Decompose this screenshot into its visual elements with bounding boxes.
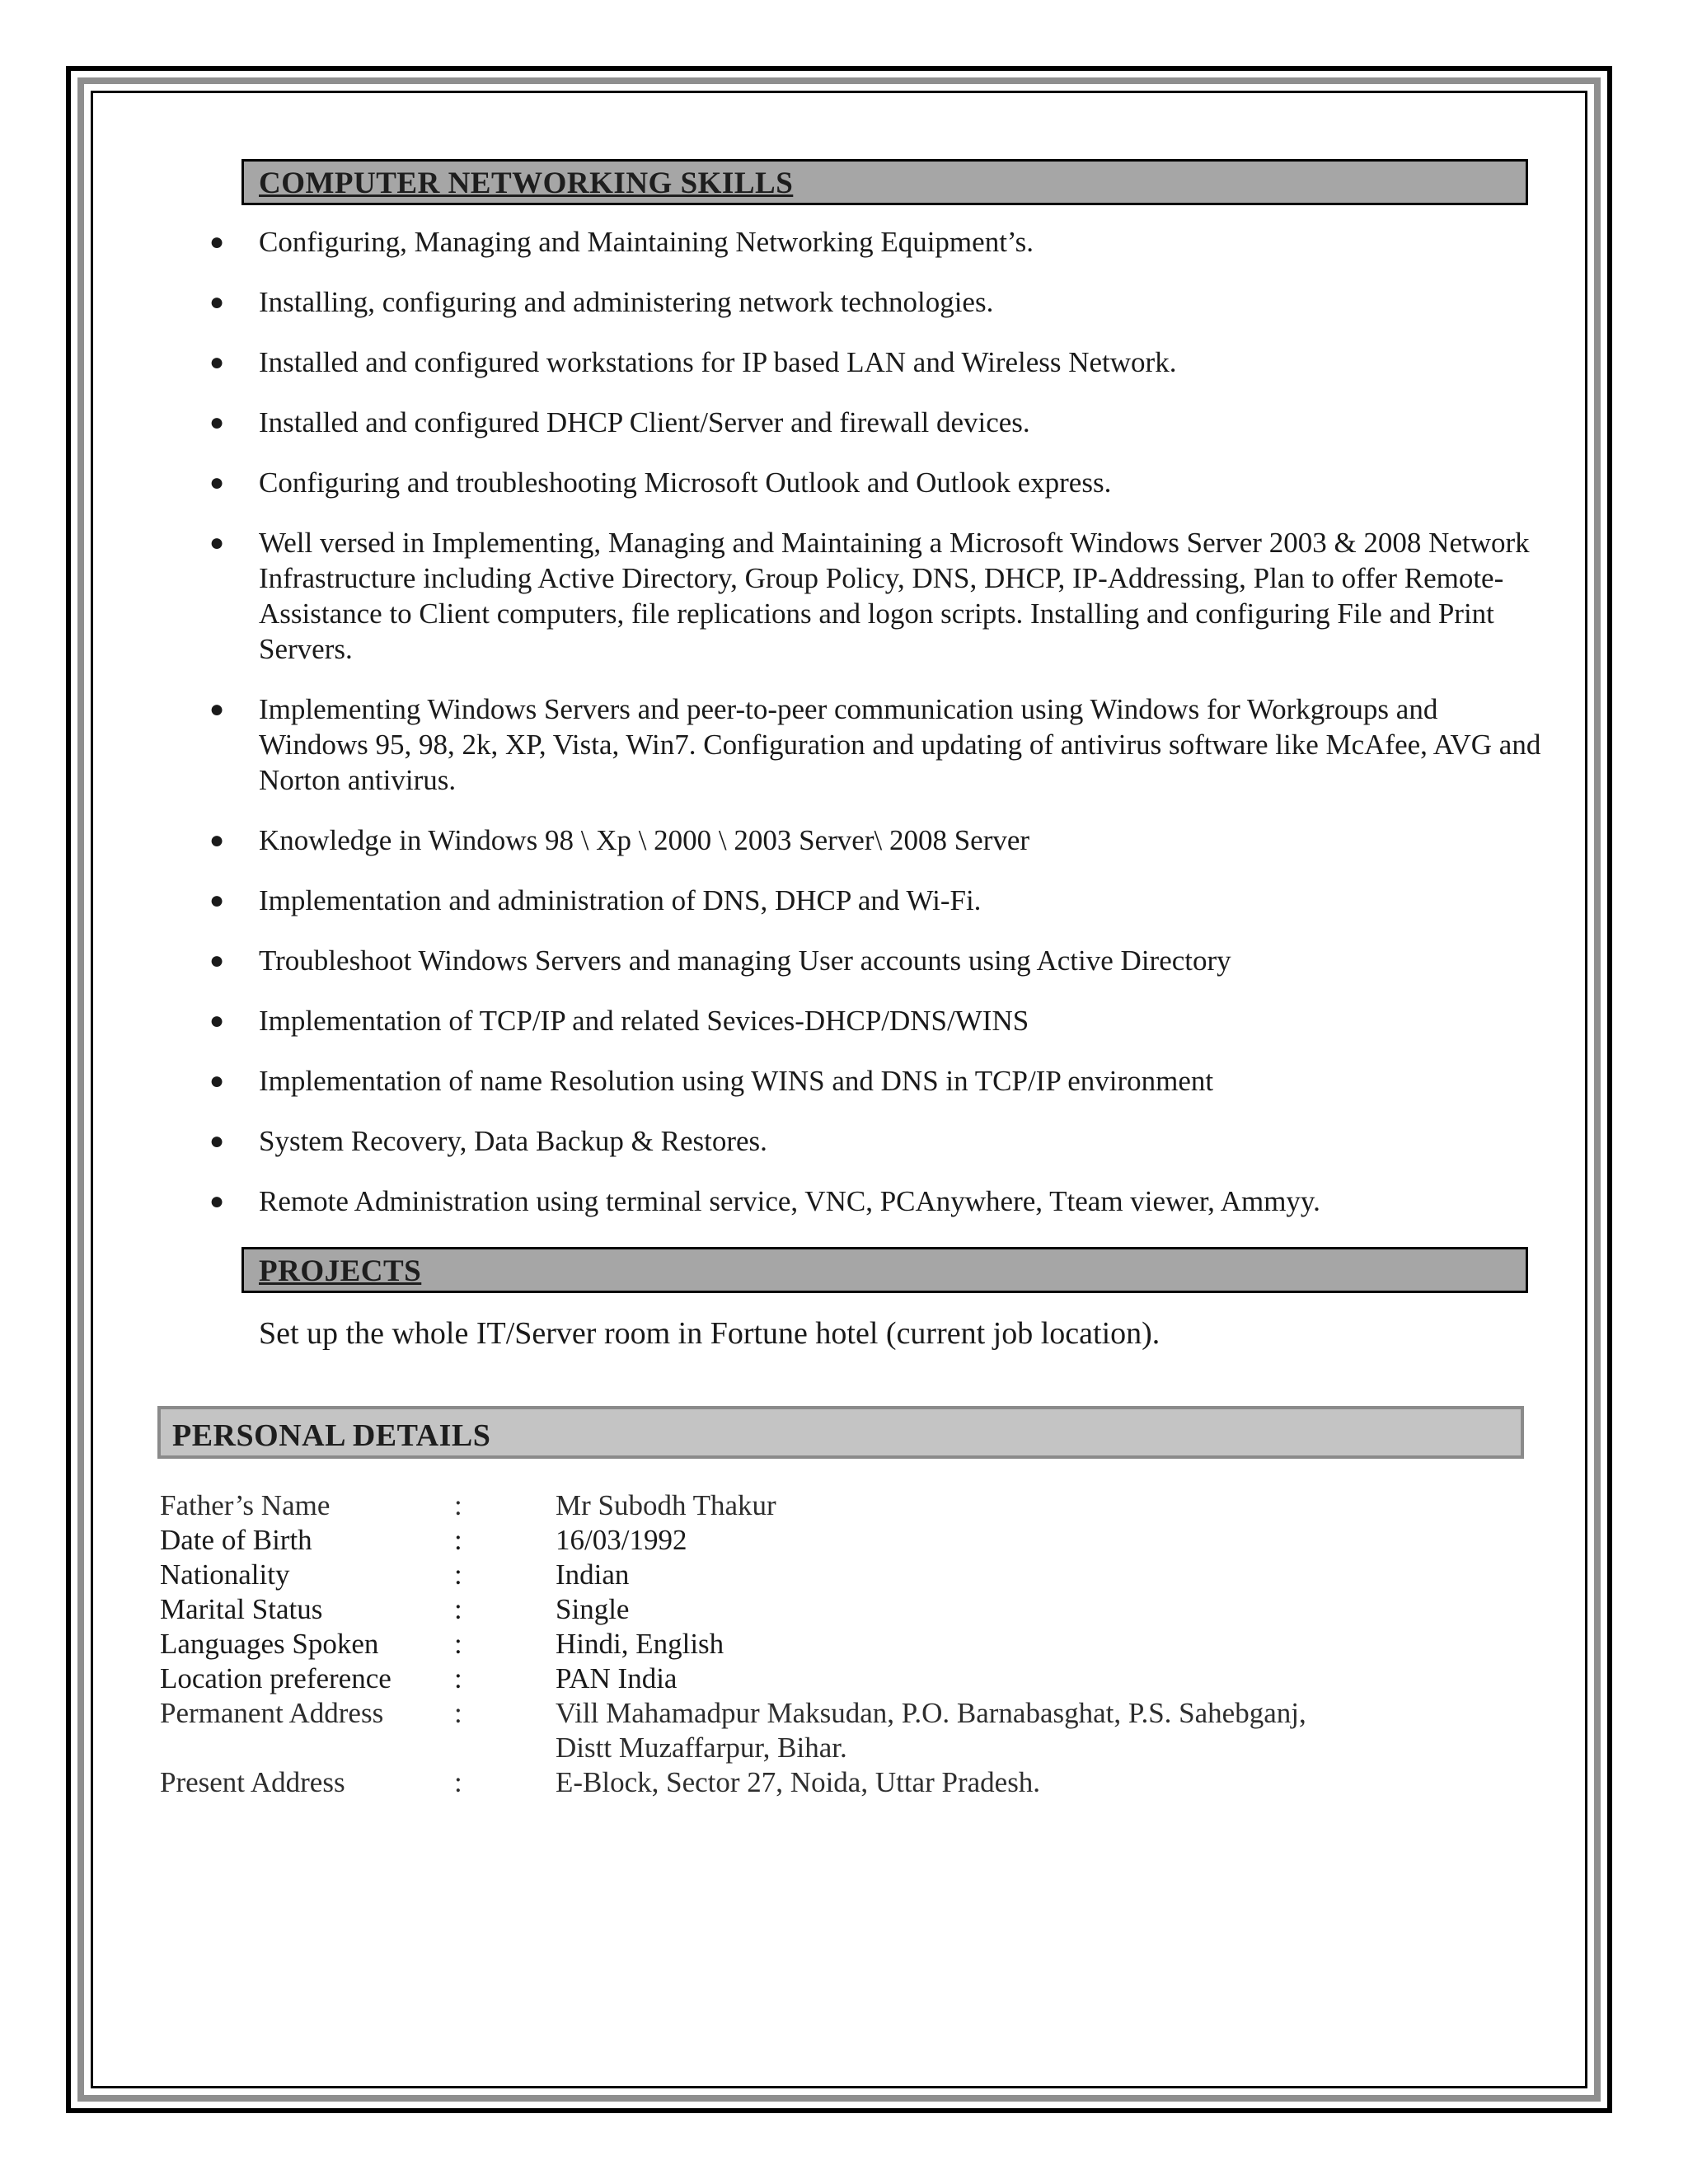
personal-details-table [160,1488,1396,1800]
bullet-icon: ● [209,947,225,974]
detail-value [556,1696,1380,1765]
detail-colon: : [454,1697,462,1729]
list-item: ● Well versed in Implementing, Managing and Maintaining a Microsoft Windows Server 2003 & 2008 Network Infrastructure including Active Directory, Group Policy, DNS, DHCP, IP-Addressing, Plan to offer Remote-Assistance to Client computers, file replications and logon scripts. Installing and configuring File and Print Servers. [209,527,1530,665]
bullet-icon: ● [209,696,225,723]
bullet-icon: ● [209,887,225,914]
detail-row-permanent-address [160,1696,1396,1765]
bullet-icon: ● [209,529,225,556]
bullet-icon: ● [209,1188,225,1215]
projects-section-title: PROJECTS [259,1254,422,1288]
detail-row-marital-status [160,1592,1396,1627]
detail-colon: : [454,1558,462,1591]
detail-row-dob [160,1523,1396,1558]
detail-label: Date of Birth [160,1524,312,1556]
detail-label: Present Address [160,1766,345,1798]
detail-colon: : [454,1524,462,1556]
list-item: ● Implementation and administration of DNS, DHCP and Wi-Fi. [209,884,982,916]
detail-label: Languages Spoken [160,1628,379,1660]
bullet-icon: ● [209,1007,225,1034]
list-item: ● Troubleshoot Windows Servers and managing User accounts using Active Directory [209,944,1231,977]
list-item: ● Configuring and troubleshooting Microsoft Outlook and Outlook express. [209,466,1112,499]
detail-colon: : [454,1593,462,1625]
list-item: ● Remote Administration using terminal service, VNC, PCAnywhere, Tteam viewer, Ammyy. [209,1185,1320,1217]
personal-section-header [157,1406,1524,1459]
list-item: ● Knowledge in Windows 98 \ Xp \ 2000 \ 2003 Server\ 2008 Server [209,824,1030,856]
list-item: ● Implementation of TCP/IP and related Sevices-DHCP/DNS/WINS [209,1005,1029,1037]
detail-colon: : [454,1489,462,1521]
list-item: ● Implementing Windows Servers and peer-to-peer communication using Windows for Workgroups and Windows 95, 98, 2k, XP, Vista, Win7. Configuration and updating of antivirus software like McAfee, AVG and Norton antivirus. [209,693,1541,796]
list-item: ● Configuring, Managing and Maintaining Networking Equipment’s. [209,226,1034,258]
detail-colon: : [454,1662,462,1694]
detail-row-present-address [160,1765,1396,1800]
list-item: ● Installing, configuring and administering network technologies. [209,286,994,318]
detail-row-fathers-name [160,1488,1396,1523]
address-line-2: Distt Muzaffarpur, Bihar. [556,1732,847,1764]
bullet-icon: ● [209,469,225,496]
list-item: ● Installed and configured workstations for IP based LAN and Wireless Network. [209,346,1177,378]
address-line-1: Vill Mahamadpur Maksudan, P.O. Barnabasghat, P.S. Sahebganj, [556,1697,1306,1729]
bullet-icon: ● [209,228,225,255]
detail-value: PAN India [556,1662,678,1694]
detail-row-nationality [160,1558,1396,1592]
detail-value: 16/03/1992 [556,1524,687,1556]
list-item: ● Implementation of name Resolution using WINS and DNS in TCP/IP environment [209,1065,1214,1097]
project-description: Set up the whole IT/Server room in Fortune hotel (current job location). [259,1316,1160,1351]
personal-section-title: PERSONAL DETAILS [172,1418,491,1453]
projects-section-header [241,1247,1528,1293]
detail-row-location [160,1661,1396,1696]
detail-label: Permanent Address [160,1697,384,1729]
detail-colon: : [454,1628,462,1660]
bullet-icon: ● [209,409,225,436]
skills-section-title: COMPUTER NETWORKING SKILLS [259,166,794,200]
bullet-icon: ● [209,1067,225,1094]
detail-colon: : [454,1766,462,1798]
detail-label: Father’s Name [160,1489,331,1521]
list-item: ● Installed and configured DHCP Client/Server and firewall devices. [209,406,1030,438]
detail-label: Nationality [160,1558,290,1591]
detail-value: Single [556,1593,630,1625]
detail-value: Hindi, English [556,1628,724,1660]
detail-label: Marital Status [160,1593,323,1625]
bullet-icon: ● [209,349,225,376]
bullet-icon: ● [209,827,225,854]
detail-value: Mr Subodh Thakur [556,1489,776,1521]
skills-section-header [241,159,1528,205]
detail-value: E-Block, Sector 27, Noida, Uttar Pradesh. [556,1766,1041,1798]
detail-row-languages [160,1627,1396,1661]
bullet-icon: ● [209,288,225,316]
skills-list [198,224,1550,1244]
bullet-icon: ● [209,1127,225,1155]
detail-label: Location preference [160,1662,392,1694]
detail-value: Indian [556,1558,630,1591]
list-item: ● System Recovery, Data Backup & Restores. [209,1125,767,1157]
